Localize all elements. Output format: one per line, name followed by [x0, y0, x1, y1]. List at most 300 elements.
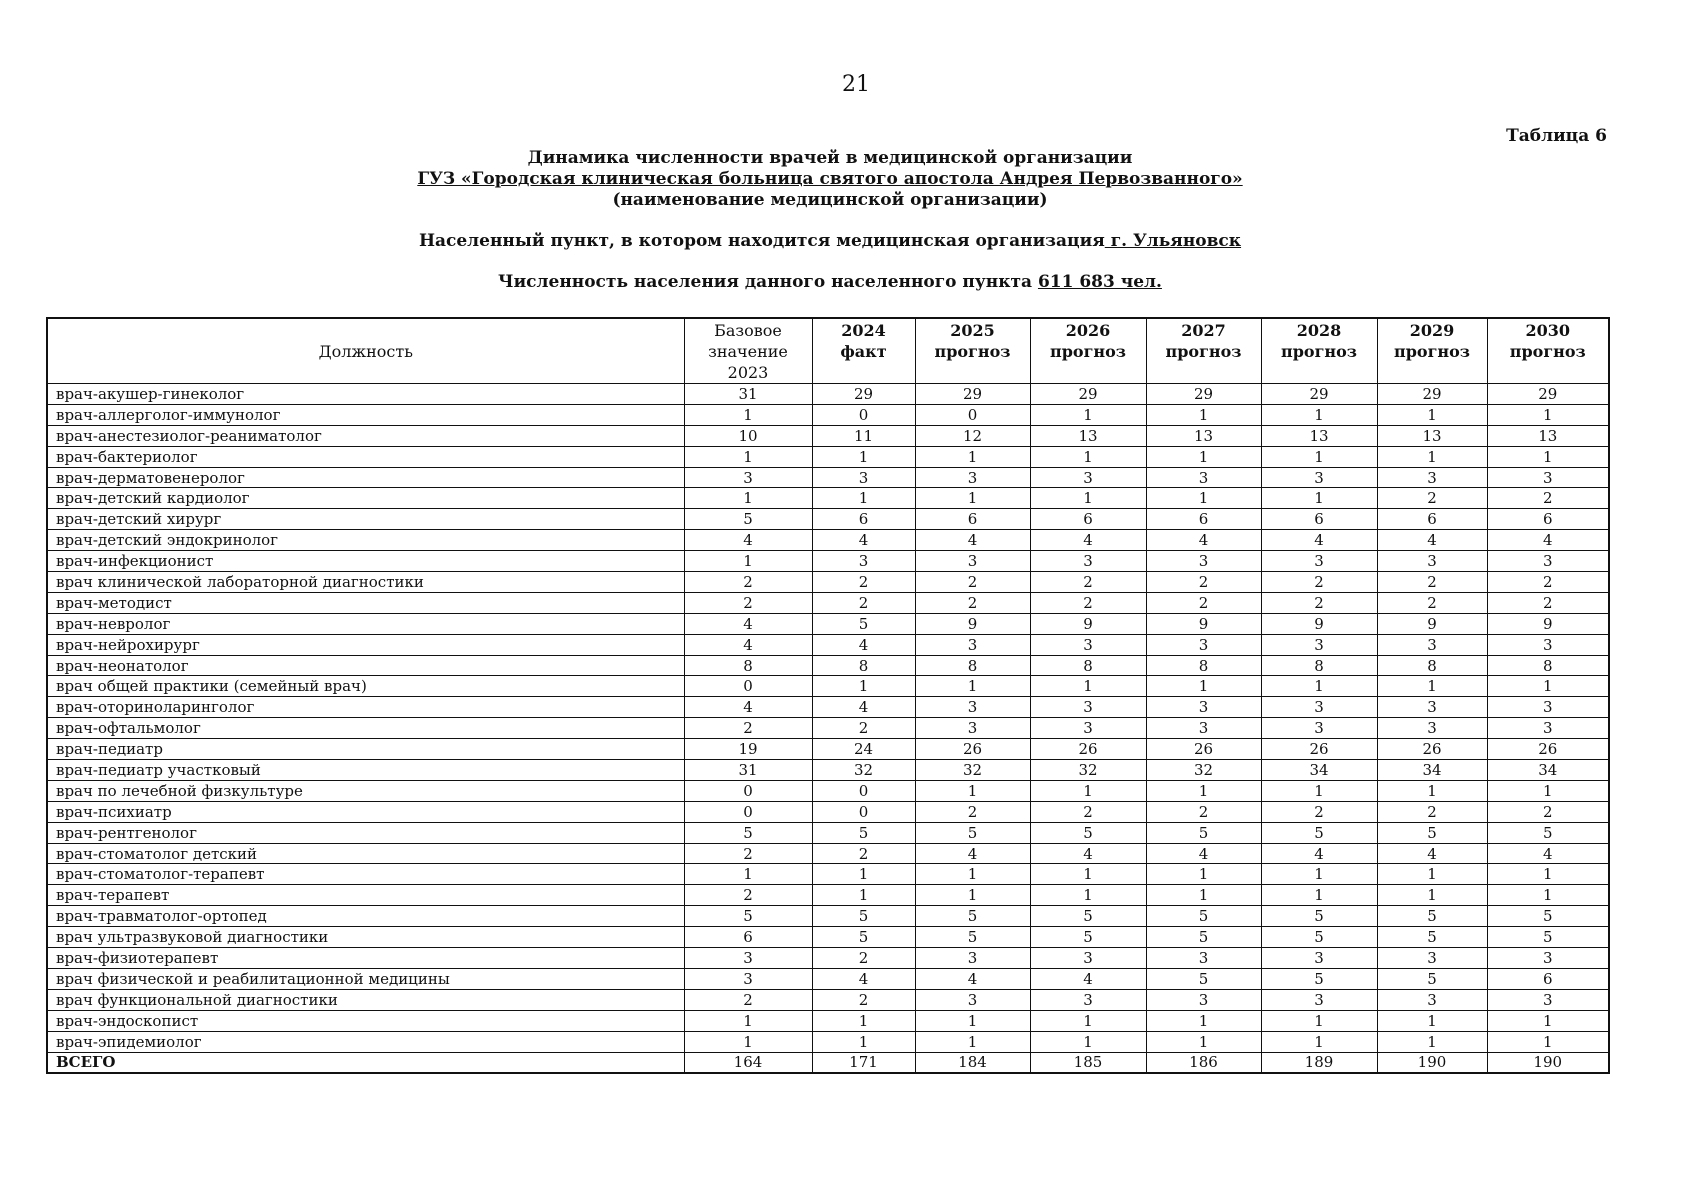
position-name: врач-инфекционист	[47, 551, 684, 572]
count-cell: 3	[1261, 989, 1377, 1010]
count-cell: 5	[684, 509, 812, 530]
count-cell: 19	[684, 739, 812, 760]
count-cell: 1	[1377, 1031, 1487, 1052]
count-cell: 1	[915, 864, 1030, 885]
table-row	[47, 592, 1609, 613]
header-year: 2030	[1525, 321, 1571, 340]
count-cell: 1	[1146, 780, 1261, 801]
locality-value: г. Ульяновск	[1104, 231, 1242, 251]
table-number: Таблица 6	[1506, 126, 1607, 146]
count-cell: 0	[684, 780, 812, 801]
count-cell: 1	[1261, 404, 1377, 425]
count-cell: 2	[1030, 801, 1146, 822]
position-name: врач-педиатр	[47, 739, 684, 760]
count-cell: 5	[1146, 927, 1261, 948]
table-row	[47, 425, 1609, 446]
count-cell: 10	[684, 425, 812, 446]
locality-label: Населенный пункт, в котором находится медицинская организация	[418, 231, 1105, 251]
count-cell: 29	[812, 384, 915, 405]
count-cell: 5	[1261, 906, 1377, 927]
table-row	[47, 906, 1609, 927]
count-cell: 1	[1487, 864, 1609, 885]
count-cell: 3	[915, 989, 1030, 1010]
organization-name: ГУЗ «Городская клиническая больница святого апостола Андрея Первозванного»	[417, 169, 1243, 189]
count-cell: 0	[684, 801, 812, 822]
position-name: врач-методист	[47, 592, 684, 613]
count-cell: 9	[915, 613, 1030, 634]
count-cell: 2	[1146, 592, 1261, 613]
count-cell: 9	[1261, 613, 1377, 634]
count-cell: 4	[1030, 968, 1146, 989]
count-cell: 26	[1261, 739, 1377, 760]
count-cell: 32	[812, 760, 915, 781]
count-cell: 2	[1377, 488, 1487, 509]
count-cell: 3	[1261, 467, 1377, 488]
count-cell: 3	[1261, 718, 1377, 739]
count-cell: 5	[1261, 822, 1377, 843]
count-cell: 3	[915, 634, 1030, 655]
header-kind: прогноз	[1165, 342, 1242, 361]
count-cell: 2	[915, 592, 1030, 613]
count-cell: 3	[1487, 467, 1609, 488]
count-cell: 3	[1377, 551, 1487, 572]
position-name: врач-дерматовенеролог	[47, 467, 684, 488]
table-row	[47, 446, 1609, 467]
count-cell: 1	[812, 1010, 915, 1031]
count-cell: 3	[1146, 467, 1261, 488]
count-cell: 1	[915, 1031, 1030, 1052]
count-cell: 5	[684, 906, 812, 927]
count-cell: 1	[1030, 780, 1146, 801]
count-cell: 2	[915, 572, 1030, 593]
count-cell: 5	[915, 927, 1030, 948]
count-cell: 1	[1261, 885, 1377, 906]
position-name: врач-эндоскопист	[47, 1010, 684, 1031]
table-row	[47, 697, 1609, 718]
count-cell: 29	[915, 384, 1030, 405]
count-cell: 1	[1261, 864, 1377, 885]
count-cell: 1	[812, 446, 915, 467]
count-cell: 0	[684, 676, 812, 697]
count-cell: 5	[1487, 906, 1609, 927]
count-cell: 2	[684, 718, 812, 739]
count-cell: 185	[1030, 1052, 1146, 1073]
count-cell: 8	[915, 655, 1030, 676]
count-cell: 2	[1377, 572, 1487, 593]
count-cell: 1	[812, 676, 915, 697]
count-cell: 4	[684, 530, 812, 551]
count-cell: 0	[812, 801, 915, 822]
count-cell: 26	[915, 739, 1030, 760]
count-cell: 3	[1030, 467, 1146, 488]
count-cell: 1	[915, 676, 1030, 697]
header-kind: прогноз	[1050, 342, 1126, 361]
count-cell: 1	[915, 488, 1030, 509]
table-row	[47, 843, 1609, 864]
count-cell: 1	[1146, 446, 1261, 467]
count-cell: 3	[1487, 697, 1609, 718]
header-year-2025	[915, 318, 1030, 384]
count-cell: 3	[915, 467, 1030, 488]
count-cell: 8	[1377, 655, 1487, 676]
table-row	[47, 927, 1609, 948]
count-cell: 5	[1261, 927, 1377, 948]
header-base	[684, 318, 812, 384]
table-row	[47, 572, 1609, 593]
count-cell: 1	[1377, 404, 1487, 425]
count-cell: 2	[812, 718, 915, 739]
count-cell: 1	[1261, 780, 1377, 801]
header-base-line: Базовое	[714, 321, 782, 340]
count-cell: 4	[1377, 530, 1487, 551]
header-year: 2029	[1409, 321, 1455, 340]
count-cell: 3	[1030, 989, 1146, 1010]
count-cell: 3	[1261, 697, 1377, 718]
count-cell: 4	[1146, 530, 1261, 551]
count-cell: 1	[1146, 1031, 1261, 1052]
position-name: врач-анестезиолог-реаниматолог	[47, 425, 684, 446]
count-cell: 5	[812, 927, 915, 948]
population-label: Численность населения данного населенного пункта	[498, 272, 1038, 292]
table-row	[47, 488, 1609, 509]
count-cell: 3	[1377, 697, 1487, 718]
count-cell: 4	[915, 843, 1030, 864]
population-line	[240, 272, 1420, 293]
count-cell: 3	[1261, 948, 1377, 969]
count-cell: 5	[684, 822, 812, 843]
count-cell: 3	[1146, 634, 1261, 655]
table-row	[47, 1031, 1609, 1052]
count-cell: 2	[1030, 572, 1146, 593]
table-body	[47, 384, 1609, 1074]
count-cell: 1	[1030, 404, 1146, 425]
count-cell: 3	[1030, 697, 1146, 718]
count-cell: 1	[1261, 488, 1377, 509]
table-header	[47, 318, 1609, 384]
count-cell: 3	[1146, 551, 1261, 572]
count-cell: 34	[1377, 760, 1487, 781]
count-cell: 8	[1146, 655, 1261, 676]
position-name: врач-неонатолог	[47, 655, 684, 676]
count-cell: 13	[1377, 425, 1487, 446]
count-cell: 6	[1261, 509, 1377, 530]
count-cell: 26	[1146, 739, 1261, 760]
count-cell: 32	[1030, 760, 1146, 781]
count-cell: 5	[1146, 968, 1261, 989]
count-cell: 1	[915, 885, 1030, 906]
count-cell: 3	[1377, 634, 1487, 655]
count-cell: 1	[684, 488, 812, 509]
count-cell: 4	[684, 697, 812, 718]
count-cell: 4	[684, 613, 812, 634]
count-cell: 2	[915, 801, 1030, 822]
count-cell: 2	[812, 843, 915, 864]
count-cell: 2	[1487, 572, 1609, 593]
document-heading	[240, 148, 1420, 293]
count-cell: 3	[1377, 718, 1487, 739]
header-position: Должность	[47, 318, 684, 384]
count-cell: 1	[915, 1010, 1030, 1031]
count-cell: 5	[812, 822, 915, 843]
count-cell: 1	[1146, 1010, 1261, 1031]
table-row	[47, 864, 1609, 885]
doctors-table	[46, 317, 1610, 1074]
count-cell: 6	[1030, 509, 1146, 530]
count-cell: 3	[915, 718, 1030, 739]
count-cell: 1	[1487, 676, 1609, 697]
count-cell: 5	[1487, 927, 1609, 948]
count-cell: 5	[915, 906, 1030, 927]
table-row	[47, 780, 1609, 801]
table-title: Динамика численности врачей в медицинской организации	[527, 148, 1133, 168]
count-cell: 4	[812, 697, 915, 718]
count-cell: 3	[915, 551, 1030, 572]
count-cell: 13	[1030, 425, 1146, 446]
count-cell: 1	[684, 404, 812, 425]
count-cell: 164	[684, 1052, 812, 1073]
count-cell: 29	[1146, 384, 1261, 405]
count-cell: 8	[1487, 655, 1609, 676]
count-cell: 3	[1487, 989, 1609, 1010]
position-name: врач по лечебной физкультуре	[47, 780, 684, 801]
count-cell: 5	[1146, 822, 1261, 843]
count-cell: 4	[1261, 843, 1377, 864]
count-cell: 1	[1030, 1031, 1146, 1052]
count-cell: 2	[812, 572, 915, 593]
header-year-2030	[1487, 318, 1609, 384]
count-cell: 5	[915, 822, 1030, 843]
count-cell: 3	[1487, 718, 1609, 739]
count-cell: 1	[684, 1010, 812, 1031]
count-cell: 4	[684, 634, 812, 655]
count-cell: 3	[1146, 989, 1261, 1010]
header-year-2026	[1030, 318, 1146, 384]
count-cell: 1	[1487, 404, 1609, 425]
count-cell: 2	[1030, 592, 1146, 613]
count-cell: 1	[1146, 885, 1261, 906]
position-name: врач функциональной диагностики	[47, 989, 684, 1010]
header-kind: прогноз	[1281, 342, 1357, 361]
total-row	[47, 1052, 1609, 1073]
count-cell: 32	[1146, 760, 1261, 781]
count-cell: 2	[812, 989, 915, 1010]
position-name: врач-физиотерапевт	[47, 948, 684, 969]
count-cell: 6	[1377, 509, 1487, 530]
count-cell: 29	[1261, 384, 1377, 405]
table-row	[47, 801, 1609, 822]
count-cell: 0	[812, 780, 915, 801]
table-row	[47, 509, 1609, 530]
table-row	[47, 530, 1609, 551]
position-name: врач-детский эндокринолог	[47, 530, 684, 551]
locality-line	[240, 231, 1420, 252]
position-name: врач-бактериолог	[47, 446, 684, 467]
count-cell: 9	[1377, 613, 1487, 634]
table-row	[47, 634, 1609, 655]
count-cell: 4	[1030, 530, 1146, 551]
count-cell: 1	[1261, 446, 1377, 467]
table-row	[47, 968, 1609, 989]
position-name: врач-психиатр	[47, 801, 684, 822]
position-name: врач-педиатр участковый	[47, 760, 684, 781]
count-cell: 1	[1146, 864, 1261, 885]
position-name: врач клинической лабораторной диагностики	[47, 572, 684, 593]
count-cell: 3	[1377, 989, 1487, 1010]
count-cell: 4	[915, 530, 1030, 551]
position-name: врач-детский хирург	[47, 509, 684, 530]
count-cell: 3	[915, 948, 1030, 969]
count-cell: 1	[1377, 676, 1487, 697]
position-name: врач ультразвуковой диагностики	[47, 927, 684, 948]
organization-note: (наименование медицинской организации)	[612, 190, 1048, 210]
count-cell: 0	[915, 404, 1030, 425]
count-cell: 3	[1146, 718, 1261, 739]
count-cell: 13	[1146, 425, 1261, 446]
count-cell: 4	[1487, 843, 1609, 864]
header-year-2027	[1146, 318, 1261, 384]
count-cell: 3	[1030, 948, 1146, 969]
table-row	[47, 613, 1609, 634]
count-cell: 2	[684, 989, 812, 1010]
header-year: 2027	[1181, 321, 1226, 340]
count-cell: 1	[812, 885, 915, 906]
count-cell: 32	[915, 760, 1030, 781]
count-cell: 1	[684, 1031, 812, 1052]
count-cell: 2	[1146, 572, 1261, 593]
page-number: 21	[842, 72, 870, 97]
count-cell: 4	[812, 530, 915, 551]
table-row	[47, 404, 1609, 425]
count-cell: 2	[1487, 592, 1609, 613]
count-cell: 6	[1487, 968, 1609, 989]
count-cell: 2	[684, 572, 812, 593]
header-kind: факт	[840, 342, 887, 361]
count-cell: 3	[1261, 634, 1377, 655]
count-cell: 171	[812, 1052, 915, 1073]
count-cell: 1	[812, 864, 915, 885]
count-cell: 3	[1030, 634, 1146, 655]
count-cell: 24	[812, 739, 915, 760]
position-name: врач-травматолог-ортопед	[47, 906, 684, 927]
count-cell: 11	[812, 425, 915, 446]
count-cell: 2	[684, 592, 812, 613]
header-year-2024	[812, 318, 915, 384]
count-cell: 1	[1146, 676, 1261, 697]
count-cell: 6	[915, 509, 1030, 530]
table-row	[47, 655, 1609, 676]
count-cell: 1	[812, 488, 915, 509]
count-cell: 5	[1377, 822, 1487, 843]
count-cell: 0	[812, 404, 915, 425]
position-name: врач-стоматолог детский	[47, 843, 684, 864]
count-cell: 3	[1146, 948, 1261, 969]
count-cell: 3	[812, 551, 915, 572]
count-cell: 2	[1487, 488, 1609, 509]
count-cell: 1	[1377, 446, 1487, 467]
count-cell: 186	[1146, 1052, 1261, 1073]
count-cell: 3	[1030, 718, 1146, 739]
count-cell: 3	[1261, 551, 1377, 572]
count-cell: 5	[1030, 822, 1146, 843]
count-cell: 2	[684, 885, 812, 906]
count-cell: 26	[1030, 739, 1146, 760]
count-cell: 3	[1487, 551, 1609, 572]
count-cell: 2	[1487, 801, 1609, 822]
count-cell: 8	[1261, 655, 1377, 676]
count-cell: 5	[1377, 906, 1487, 927]
header-kind: прогноз	[1394, 342, 1470, 361]
count-cell: 1	[1261, 676, 1377, 697]
table-row	[47, 739, 1609, 760]
position-name: врач общей практики (семейный врач)	[47, 676, 684, 697]
count-cell: 3	[1487, 634, 1609, 655]
header-base-line: значение	[708, 342, 788, 361]
position-name: врач-аллерголог-иммунолог	[47, 404, 684, 425]
count-cell: 34	[1487, 760, 1609, 781]
position-name: врач-невролог	[47, 613, 684, 634]
count-cell: 9	[1030, 613, 1146, 634]
count-cell: 2	[1261, 572, 1377, 593]
count-cell: 1	[812, 1031, 915, 1052]
count-cell: 13	[1487, 425, 1609, 446]
table-row	[47, 822, 1609, 843]
count-cell: 4	[812, 634, 915, 655]
count-cell: 189	[1261, 1052, 1377, 1073]
table-row	[47, 718, 1609, 739]
count-cell: 2	[684, 843, 812, 864]
count-cell: 5	[1030, 906, 1146, 927]
count-cell: 3	[915, 697, 1030, 718]
table-row	[47, 885, 1609, 906]
count-cell: 1	[1146, 404, 1261, 425]
header-year: 2024	[841, 321, 886, 340]
header-kind: прогноз	[1509, 342, 1586, 361]
table-row	[47, 1010, 1609, 1031]
count-cell: 5	[1487, 822, 1609, 843]
count-cell: 13	[1261, 425, 1377, 446]
count-cell: 1	[1487, 1010, 1609, 1031]
table-row	[47, 467, 1609, 488]
count-cell: 2	[1377, 592, 1487, 613]
count-cell: 31	[684, 760, 812, 781]
position-name: врач-оториноларинголог	[47, 697, 684, 718]
count-cell: 5	[812, 906, 915, 927]
count-cell: 4	[1487, 530, 1609, 551]
count-cell: 3	[812, 467, 915, 488]
count-cell: 5	[1261, 968, 1377, 989]
count-cell: 1	[1030, 676, 1146, 697]
count-cell: 2	[1146, 801, 1261, 822]
count-cell: 1	[1261, 1010, 1377, 1031]
population-value: 611 683 чел.	[1037, 272, 1162, 292]
count-cell: 1	[915, 446, 1030, 467]
count-cell: 1	[1146, 488, 1261, 509]
count-cell: 190	[1377, 1052, 1487, 1073]
table-row	[47, 384, 1609, 405]
count-cell: 1	[684, 446, 812, 467]
count-cell: 1	[1030, 446, 1146, 467]
count-cell: 3	[1146, 697, 1261, 718]
count-cell: 6	[684, 927, 812, 948]
position-name: врач-нейрохирург	[47, 634, 684, 655]
count-cell: 1	[1487, 885, 1609, 906]
count-cell: 1	[1377, 1010, 1487, 1031]
count-cell: 26	[1487, 739, 1609, 760]
count-cell: 184	[915, 1052, 1030, 1073]
count-cell: 1	[1030, 1010, 1146, 1031]
count-cell: 29	[1377, 384, 1487, 405]
count-cell: 4	[1377, 843, 1487, 864]
